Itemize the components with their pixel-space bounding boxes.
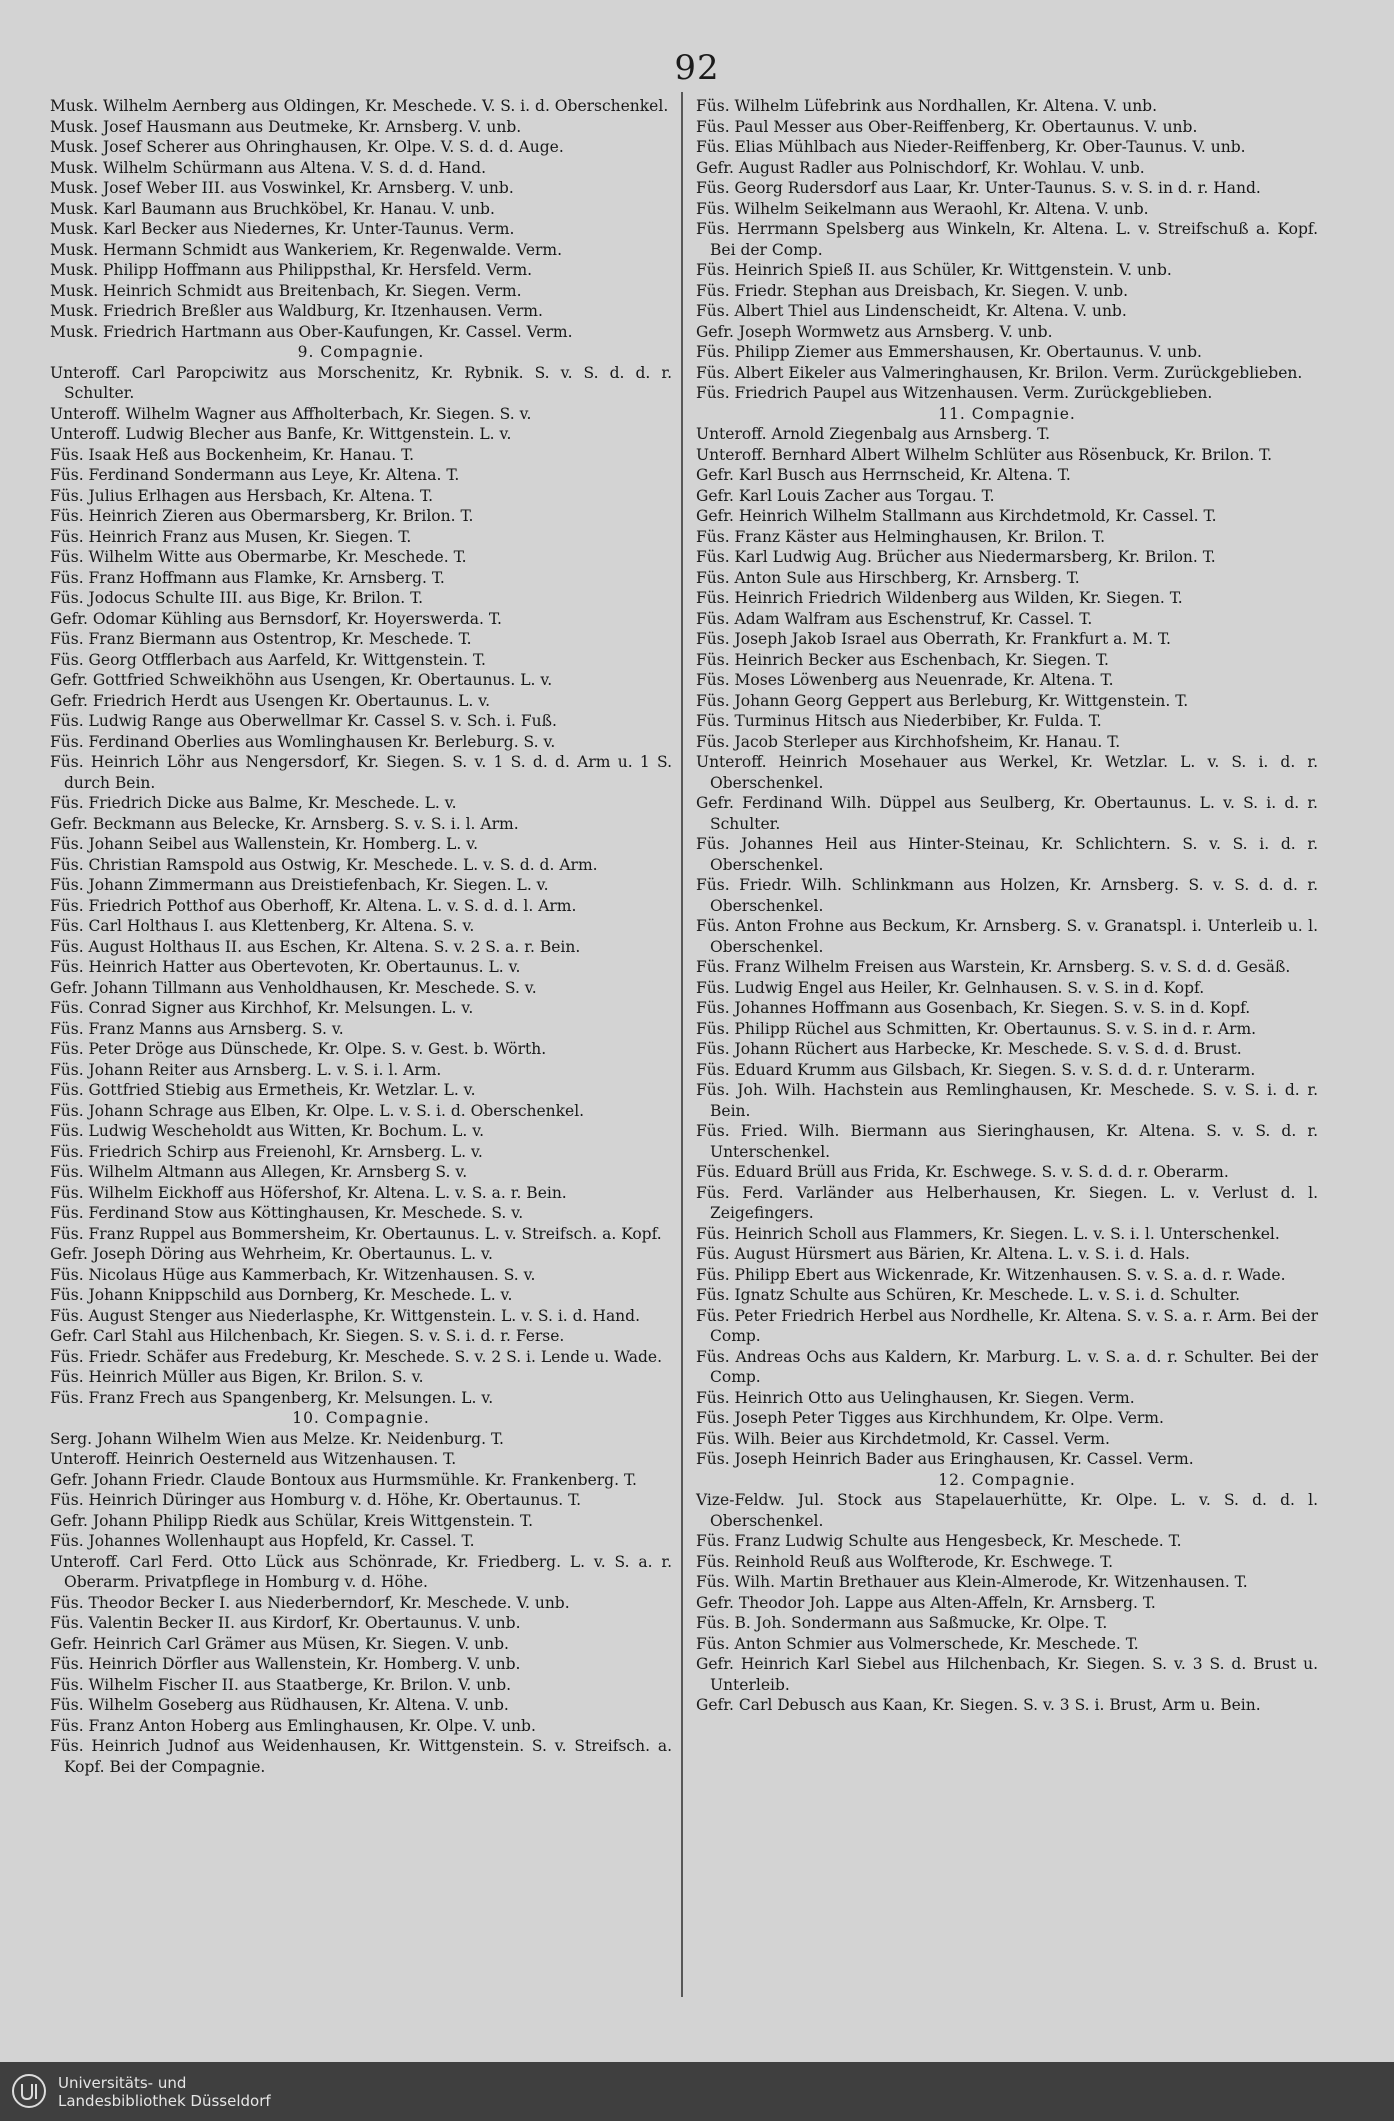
roster-entry: Füs. Heinrich Scholl aus Flammers, Kr. Siegen. L. v. S. i. l. Unterschenkel. (696, 1224, 1280, 1243)
roster-entry: Füs. Eduard Krumm aus Gilsbach, Kr. Siegen. S. v. S. d. d. r. Unterarm. (696, 1060, 1256, 1079)
roster-entry: Füs. Albert Eikeler aus Valmeringhausen, Kr. Brilon. Verm. Zurückgeblieben. (696, 363, 1303, 382)
roster-entry: Füs. Johannes Wollenhaupt aus Hopfeld, Kr. Cassel. T. (50, 1532, 475, 1550)
roster-entry: Füs. Wilhelm Eickhoff aus Höfershof, Kr. Altena. L. v. S. a. r. Bein. (50, 1183, 567, 1202)
right-column (696, 96, 1318, 1716)
roster-entry: Füs. Wilh. Martin Brethauer aus Klein-Almerode, Kr. Witzenhausen. T. (696, 1573, 1248, 1591)
roster-entry: Füs. Wilhelm Lüfebrink aus Nordhallen, Kr. Altena. V. unb. (696, 97, 1158, 115)
roster-entry: Füs. Albert Thiel aus Lindenscheidt, Kr. Altena. V. unb. (696, 302, 1127, 320)
roster-entry: Füs. Ferdinand Sondermann aus Leye, Kr. Altena. T. (50, 466, 460, 484)
roster-entry: Füs. Nicolaus Hüge aus Kammerbach, Kr. Witzenhausen. S. v. (50, 1265, 536, 1284)
roster-entry: Vize-Feldw. Jul. Stock aus Stapelauerhütte, Kr. Olpe. L. v. S. d. d. l. Oberschenkel. (696, 1491, 1318, 1530)
roster-entry: Füs. Moses Löwenberg aus Neuenrade, Kr. Altena. T. (696, 671, 1114, 689)
roster-entry: Füs. Friedrich Dicke aus Balme, Kr. Meschede. L. v. (50, 794, 457, 812)
roster-entry: Füs. Heinrich Franz aus Musen, Kr. Siegen. T. (50, 527, 412, 546)
roster-entry: Gefr. Joseph Wormwetz aus Arnsberg. V. unb. (696, 322, 1053, 341)
roster-entry: Füs. Ignatz Schulte aus Schüren, Kr. Meschede. L. v. S. i. d. Schulter. (696, 1286, 1241, 1304)
roster-entry: Füs. Ludwig Range aus Oberwellmar Kr. Cassel S. v. Sch. i. Fuß. (50, 712, 557, 730)
roster-entry: Füs. Reinhold Reuß aus Wolfterode, Kr. Eschwege. T. (696, 1552, 1114, 1571)
roster-entry: Füs. Johannes Hoffmann aus Gosenbach, Kr. Siegen. S. v. S. in d. Kopf. (696, 999, 1251, 1017)
roster-entry: Füs. Heinrich Becker aus Eschenbach, Kr. Siegen. T. (696, 650, 1109, 669)
roster-entry: Füs. Wilhelm Fischer II. aus Staatberge, Kr. Brilon. V. unb. (50, 1675, 512, 1694)
roster-entry: Füs. August Stenger aus Niederlasphe, Kr. Wittgenstein. L. v. S. i. d. Hand. (50, 1306, 641, 1325)
roster-entry: Füs. Johann Zimmermann aus Dreistiefenbach, Kr. Siegen. L. v. (50, 876, 549, 894)
library-name-line1: Universitäts- und (58, 2074, 187, 2092)
roster-entry: Musk. Josef Scherer aus Ohringhausen, Kr. Olpe. V. S. d. d. Auge. (50, 138, 564, 156)
roster-entry: Füs. Ferdinand Oberlies aus Womlinghausen Kr. Berleburg. S. v. (50, 732, 556, 751)
roster-entry: Füs. Franz Käster aus Helminghausen, Kr. Brilon. T. (696, 527, 1106, 546)
roster-entry: Füs. Friedr. Schäfer aus Fredeburg, Kr. Meschede. S. v. 2 S. i. Lende u. Wade. (50, 1347, 663, 1366)
roster-entry: Füs. Georg Rudersdorf aus Laar, Kr. Unter-Taunus. S. v. S. in d. r. Hand. (696, 179, 1261, 197)
left-column (50, 96, 672, 1777)
company-heading: 10. Compagnie. (292, 1409, 430, 1427)
company-heading: 12. Compagnie. (938, 1470, 1076, 1489)
roster-entry: Füs. Heinrich Düringer aus Homburg v. d. Höhe, Kr. Obertaunus. T. (50, 1491, 582, 1509)
roster-entry: Gefr. Carl Debusch aus Kaan, Kr. Siegen. S. v. 3 S. i. Brust, Arm u. Bein. (696, 1696, 1261, 1714)
roster-entry: Füs. Christian Ramspold aus Ostwig, Kr. Meschede. L. v. S. d. d. Arm. (50, 855, 598, 874)
ulb-logo-icon (10, 2072, 48, 2110)
roster-entry: Füs. Andreas Ochs aus Kaldern, Kr. Marburg. L. v. S. a. d. r. Schulter. Bei der Comp. (696, 1347, 1318, 1386)
roster-entry: Füs. Johann Knippschild aus Dornberg, Kr. Meschede. L. v. (50, 1286, 513, 1304)
roster-entry: Gefr. Heinrich Carl Grämer aus Müsen, Kr. Siegen. V. unb. (50, 1634, 509, 1653)
roster-entry: Unteroff. Wilhelm Wagner aus Affholterbach, Kr. Siegen. S. v. (50, 404, 532, 423)
column-divider (681, 92, 683, 1997)
roster-entry: Füs. Adam Walfram aus Eschenstruf, Kr. Cassel. T. (696, 609, 1093, 628)
roster-entry: Füs. Franz Frech aus Spangenberg, Kr. Melsungen. L. v. (50, 1388, 494, 1407)
roster-entry: Füs. Heinrich Löhr aus Nengersdorf, Kr. Siegen. S. v. 1 S. d. d. Arm u. 1 S. durch Bein. (50, 753, 672, 792)
roster-entry: Füs. Johann Schrage aus Elben, Kr. Olpe. L. v. S. i. d. Oberschenkel. (50, 1101, 585, 1120)
roster-entry: Füs. Johann Seibel aus Wallenstein, Kr. Homberg. L. v. (50, 835, 479, 853)
roster-entry: Füs. Friedrich Paupel aus Witzenhausen. Verm. Zurückgeblieben. (696, 384, 1213, 402)
roster-entry: Serg. Johann Wilhelm Wien aus Melze. Kr. Neidenburg. T. (50, 1429, 504, 1448)
roster-entry: Füs. Wilhelm Witte aus Obermarbe, Kr. Meschede. T. (50, 548, 467, 566)
roster-entry: Gefr. Karl Louis Zacher aus Torgau. T. (696, 486, 995, 505)
roster-entry: Füs. Franz Manns aus Arnsberg. S. v. (50, 1019, 344, 1038)
roster-entry: Gefr. Joseph Döring aus Wehrheim, Kr. Obertaunus. L. v. (50, 1245, 493, 1263)
roster-entry: Füs. Herrmann Spelsberg aus Winkeln, Kr. Altena. L. v. Streifschuß a. Kopf. Bei der Comp. (696, 220, 1318, 259)
roster-entry: Füs. Wilhelm Altmann aus Allegen, Kr. Arnsberg S. v. (50, 1163, 468, 1181)
roster-entry: Füs. Johann Reiter aus Arnsberg. L. v. S. i. l. Arm. (50, 1060, 442, 1079)
roster-entry: Füs. August Holthaus II. aus Eschen, Kr. Altena. S. v. 2 S. a. r. Bein. (50, 937, 581, 956)
roster-entry: Füs. Peter Dröge aus Dünschede, Kr. Olpe. S. v. Gest. b. Wörth. (50, 1040, 547, 1058)
roster-entry: Musk. Wilhelm Aernberg aus Oldingen, Kr. Meschede. V. S. i. d. Oberschenkel. (50, 97, 669, 115)
roster-entry: Füs. Franz Wilhelm Freisen aus Warstein, Kr. Arnsberg. S. v. S. d. d. Gesäß. (696, 958, 1291, 976)
roster-entry: Musk. Hermann Schmidt aus Wankeriem, Kr. Regenwalde. Verm. (50, 240, 563, 259)
roster-entry: Füs. Heinrich Zieren aus Obermarsberg, Kr. Brilon. T. (50, 507, 474, 525)
roster-entry: Füs. Jacob Sterleper aus Kirchhofsheim, Kr. Hanau. T. (696, 732, 1121, 751)
roster-entry: Füs. Franz Ludwig Schulte aus Hengesbeck, Kr. Meschede. T. (696, 1532, 1182, 1550)
roster-entry: Füs. Conrad Signer aus Kirchhof, Kr. Melsungen. L. v. (50, 999, 474, 1017)
roster-entry: Füs. Johannes Heil aus Hinter-Steinau, Kr. Schlichtern. S. v. S. i. d. r. Oberschenkel. (696, 835, 1318, 874)
roster-entry: Füs. Joh. Wilh. Hachstein aus Remlinghausen, Kr. Meschede. S. v. S. i. d. r. Bein. (696, 1081, 1318, 1120)
roster-entry: Musk. Josef Weber III. aus Voswinkel, Kr. Arnsberg. V. unb. (50, 179, 514, 197)
roster-entry: Füs. Ludwig Engel aus Heiler, Kr. Gelnhausen. S. v. S. in d. Kopf. (696, 978, 1205, 997)
roster-entry: Füs. Heinrich Spieß II. aus Schüler, Kr. Wittgenstein. V. unb. (696, 261, 1172, 279)
roster-entry: Gefr. Johann Tillmann aus Venholdhausen, Kr. Meschede. S. v. (50, 978, 537, 997)
roster-entry: Füs. Heinrich Dörfler aus Wallenstein, Kr. Homberg. V. unb. (50, 1655, 521, 1673)
roster-entry: Musk. Heinrich Schmidt aus Breitenbach, Kr. Siegen. Verm. (50, 281, 522, 300)
roster-entry: Füs. Anton Sule aus Hirschberg, Kr. Arnsberg. T. (696, 568, 1080, 587)
roster-entry: Füs. B. Joh. Sondermann aus Saßmucke, Kr. Olpe. T. (696, 1614, 1108, 1632)
roster-entry: Unteroff. Bernhard Albert Wilhelm Schlüter aus Rösenbuck, Kr. Brilon. T. (696, 445, 1273, 464)
roster-entry: Gefr. Theodor Joh. Lappe aus Alten-Affeln, Kr. Arnsberg. T. (696, 1593, 1156, 1612)
roster-entry: Füs. Philipp Ebert aus Wickenrade, Kr. Witzenhausen. S. v. S. a. d. r. Wade. (696, 1265, 1286, 1284)
roster-entry: Füs. Friedr. Wilh. Schlinkmann aus Holzen, Kr. Arnsberg. S. v. S. d. d. r. Oberschenkel. (696, 876, 1318, 915)
roster-entry: Füs. Peter Friedrich Herbel aus Nordhelle, Kr. Altena. S. v. S. a. r. Arm. Bei der Comp. (696, 1306, 1319, 1345)
roster-entry: Füs. Julius Erlhagen aus Hersbach, Kr. Altena. T. (50, 486, 434, 505)
roster-entry: Füs. Friedrich Potthof aus Oberhoff, Kr. Altena. L. v. S. d. d. l. Arm. (50, 896, 577, 915)
roster-entry: Füs. Joseph Heinrich Bader aus Eringhausen, Kr. Cassel. Verm. (696, 1450, 1194, 1468)
roster-entry: Füs. Eduard Brüll aus Frida, Kr. Eschwege. S. v. S. d. d. r. Oberarm. (696, 1163, 1229, 1181)
company-heading: 11. Compagnie. (938, 404, 1076, 423)
roster-entry: Füs. Friedr. Stephan aus Dreisbach, Kr. Siegen. V. unb. (696, 281, 1129, 300)
roster-entry: Gefr. Ferdinand Wilh. Düppel aus Seulberg, Kr. Obertaunus. L. v. S. i. d. r. Schulter. (696, 794, 1318, 833)
roster-entry: Füs. Joseph Peter Tigges aus Kirchhundem, Kr. Olpe. Verm. (696, 1409, 1164, 1427)
roster-entry: Füs. Elias Mühlbach aus Nieder-Reiffenberg, Kr. Ober-Taunus. V. unb. (696, 138, 1246, 156)
roster-entry: Musk. Josef Hausmann aus Deutmeke, Kr. Arnsberg. V. unb. (50, 117, 522, 136)
roster-entry: Füs. Johann Georg Geppert aus Berleburg, Kr. Wittgenstein. T. (696, 691, 1189, 710)
roster-entry: Füs. Johann Rüchert aus Harbecke, Kr. Meschede. S. v. S. d. d. Brust. (696, 1040, 1242, 1058)
roster-entry: Füs. Fried. Wilh. Biermann aus Sieringhausen, Kr. Altena. S. v. S. d. r. Unterschenkel. (696, 1122, 1318, 1161)
roster-entry: Füs. Heinrich Hatter aus Obertevoten, Kr. Obertaunus. L. v. (50, 958, 521, 976)
roster-entry: Füs. Ludwig Wescheholdt aus Witten, Kr. Bochum. L. v. (50, 1122, 485, 1140)
roster-entry: Füs. Turminus Hitsch aus Niederbiber, Kr. Fulda. T. (696, 712, 1102, 730)
roster-entry: Füs. Wilh. Beier aus Kirchdetmold, Kr. Cassel. Verm. (696, 1429, 1110, 1448)
roster-entry: Unteroff. Carl Ferd. Otto Lück aus Schönrade, Kr. Friedberg. L. v. S. a. r. Oberarm. Privatpflege in Homburg v. d. Höhe. (50, 1552, 672, 1591)
roster-entry: Gefr. Beckmann aus Belecke, Kr. Arnsberg. S. v. S. i. l. Arm. (50, 814, 519, 833)
roster-entry: Füs. Carl Holthaus I. aus Klettenberg, Kr. Altena. S. v. (50, 917, 475, 935)
roster-entry: Musk. Karl Becker aus Niedernes, Kr. Unter-Taunus. Verm. (50, 220, 515, 238)
roster-entry: Gefr. Carl Stahl aus Hilchenbach, Kr. Siegen. S. v. S. i. d. r. Ferse. (50, 1327, 565, 1345)
roster-entry: Gefr. Heinrich Karl Siebel aus Hilchenbach, Kr. Siegen. S. v. 3 S. d. Brust u. Unterleib. (696, 1655, 1318, 1694)
roster-entry: Gefr. Johann Philipp Riedk aus Schülar, Kreis Wittgenstein. T. (50, 1511, 534, 1530)
library-footer (0, 2062, 1394, 2121)
roster-entry: Füs. Wilhelm Seikelmann aus Weraohl, Kr. Altena. V. unb. (696, 199, 1149, 218)
roster-entry: Füs. Heinrich Judnof aus Weidenhausen, Kr. Wittgenstein. S. v. Streifsch. a. Kopf. Bei der Compagnie. (50, 1737, 672, 1776)
roster-entry: Füs. Anton Schmier aus Volmerschede, Kr. Meschede. T. (696, 1634, 1139, 1653)
roster-entry: Füs. Isaak Heß aus Bockenheim, Kr. Hanau. T. (50, 445, 415, 464)
roster-entry: Füs. Wilhelm Goseberg aus Rüdhausen, Kr. Altena. V. unb. (50, 1696, 509, 1714)
roster-entry: Unteroff. Arnold Ziegenbalg aus Arnsberg. T. (696, 425, 1051, 443)
roster-entry: Unteroff. Heinrich Oesterneld aus Witzenhausen. T. (50, 1450, 457, 1468)
page-number: 92 (674, 48, 720, 88)
roster-entry: Gefr. Odomar Kühling aus Bernsdorf, Kr. Hoyerswerda. T. (50, 609, 502, 628)
company-heading: 9. Compagnie. (297, 343, 425, 361)
roster-entry: Gefr. Karl Busch aus Herrnscheid, Kr. Altena. T. (696, 466, 1071, 484)
roster-entry: Füs. Philipp Rüchel aus Schmitten, Kr. Obertaunus. S. v. S. in d. r. Arm. (696, 1019, 1257, 1038)
roster-entry: Füs. Franz Biermann aus Ostentrop, Kr. Meschede. T. (50, 630, 472, 648)
roster-entry: Füs. Georg Otfflerbach aus Aarfeld, Kr. Wittgenstein. T. (50, 650, 486, 669)
roster-entry: Füs. Ferd. Varländer aus Helberhausen, Kr. Siegen. L. v. Verlust d. l. Zeigefingers. (696, 1183, 1318, 1222)
roster-entry: Musk. Wilhelm Schürmann aus Altena. V. S. d. d. Hand. (50, 158, 487, 177)
roster-entry: Musk. Philipp Hoffmann aus Philippsthal, Kr. Hersfeld. Verm. (50, 261, 533, 279)
roster-entry: Musk. Friedrich Breßler aus Waldburg, Kr. Itzenhausen. Verm. (50, 302, 543, 320)
roster-entry: Unteroff. Carl Paropciwitz aus Morschenitz, Kr. Rybnik. S. v. S. d. d. r. Schulter. (50, 363, 672, 402)
roster-entry: Füs. Franz Hoffmann aus Flamke, Kr. Arnsberg. T. (50, 568, 445, 587)
roster-entry: Füs. Heinrich Müller aus Bigen, Kr. Brilon. S. v. (50, 1368, 424, 1386)
roster-entry: Füs. Philipp Ziemer aus Emmershausen, Kr. Obertaunus. V. unb. (696, 343, 1202, 361)
roster-entry: Füs. Jodocus Schulte III. aus Bige, Kr. Brilon. T. (50, 589, 424, 607)
library-name-line2: Landesbibliothek Düsseldorf (58, 2092, 271, 2110)
roster-entry: Füs. Theodor Becker I. aus Niederberndorf, Kr. Meschede. V. unb. (50, 1593, 570, 1612)
roster-entry: Musk. Karl Baumann aus Bruchköbel, Kr. Hanau. V. unb. (50, 199, 495, 218)
roster-entry: Füs. Karl Ludwig Aug. Brücher aus Niedermarsberg, Kr. Brilon. T. (696, 548, 1216, 566)
roster-entry: Füs. Anton Frohne aus Beckum, Kr. Arnsberg. S. v. Granatspl. i. Unterleib u. l. Oberschenkel. (696, 917, 1318, 956)
roster-entry: Gefr. Friedrich Herdt aus Usengen Kr. Obertaunus. L. v. (50, 691, 491, 710)
library-name (58, 2074, 271, 2110)
roster-entry: Musk. Friedrich Hartmann aus Ober-Kaufungen, Kr. Cassel. Verm. (50, 322, 573, 341)
roster-entry: Füs. Paul Messer aus Ober-Reiffenberg, Kr. Obertaunus. V. unb. (696, 117, 1198, 136)
roster-entry: Gefr. August Radler aus Polnischdorf, Kr. Wohlau. V. unb. (696, 158, 1145, 177)
roster-entry: Füs. Friedrich Schirp aus Freienohl, Kr. Arnsberg. L. v. (50, 1142, 483, 1161)
roster-entry: Füs. Valentin Becker II. aus Kirdorf, Kr. Obertaunus. V. unb. (50, 1614, 521, 1632)
roster-entry: Gefr. Heinrich Wilhelm Stallmann aus Kirchdetmold, Kr. Cassel. T. (696, 507, 1217, 525)
roster-entry: Füs. Joseph Jakob Israel aus Oberrath, Kr. Frankfurt a. M. T. (696, 630, 1171, 648)
roster-entry: Unteroff. Ludwig Blecher aus Banfe, Kr. Wittgenstein. L. v. (50, 425, 512, 443)
roster-entry: Füs. Heinrich Otto aus Uelinghausen, Kr. Siegen. Verm. (696, 1388, 1135, 1407)
roster-entry: Füs. Franz Anton Hoberg aus Emlinghausen, Kr. Olpe. V. unb. (50, 1716, 536, 1735)
roster-entry: Füs. Franz Ruppel aus Bommersheim, Kr. Obertaunus. L. v. Streifsch. a. Kopf. (50, 1224, 662, 1243)
roster-entry: Unteroff. Heinrich Mosehauer aus Werkel, Kr. Wetzlar. L. v. S. i. d. r. Oberschenkel. (696, 753, 1318, 792)
roster-entry: Gefr. Johann Friedr. Claude Bontoux aus Hurmsmühle. Kr. Frankenberg. T. (50, 1470, 637, 1489)
roster-entry: Füs. August Hürsmert aus Bärien, Kr. Altena. L. v. S. i. d. Hals. (696, 1245, 1190, 1263)
roster-entry: Füs. Gottfried Stiebig aus Ermetheis, Kr. Wetzlar. L. v. (50, 1081, 476, 1099)
roster-entry: Füs. Heinrich Friedrich Wildenberg aus Wilden, Kr. Siegen. T. (696, 589, 1183, 607)
roster-entry: Füs. Ferdinand Stow aus Köttinghausen, Kr. Meschede. S. v. (50, 1204, 524, 1222)
roster-entry: Gefr. Gottfried Schweikhöhn aus Usengen, Kr. Obertaunus. L. v. (50, 671, 553, 689)
